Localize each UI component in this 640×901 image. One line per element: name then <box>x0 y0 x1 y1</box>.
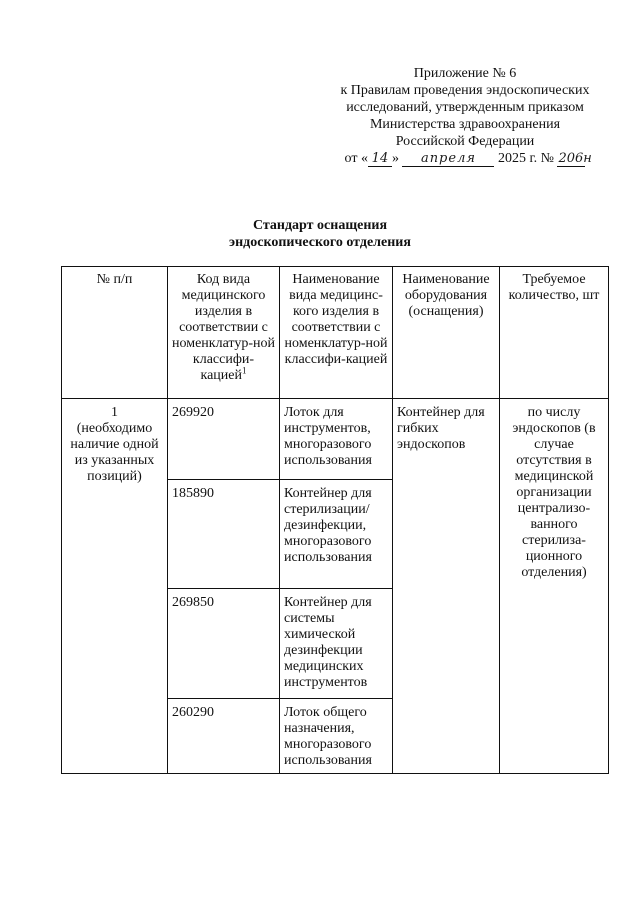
equipment-cell: Контейнер для гибких эндоскопов <box>393 399 500 774</box>
table-row <box>62 399 609 480</box>
kind-cell: Контейнер для системы химической дезинфекции медицинских инструментов <box>280 589 393 699</box>
header-equipment: Наименование оборудования (оснащения) <box>393 267 500 399</box>
handwritten-order-number: 206н <box>558 151 592 166</box>
title-line-1: Стандарт оснащения <box>252 218 388 233</box>
appendix-block <box>300 65 630 167</box>
order-year: 2025 г. № <box>497 151 554 166</box>
appendix-rules-line: к Правилам проведения эндоскопических <box>340 83 590 98</box>
document-title <box>0 217 640 251</box>
footnote-marker: 1 <box>242 365 247 376</box>
kind-cell: Контейнер для стерилизации/ дезинфекции, многоразового использования <box>280 480 393 589</box>
title-line-2: эндоскопического отделения <box>229 235 411 250</box>
code-cell: 260290 <box>168 699 280 774</box>
kind-cell: Лоток для инструментов, многоразового использования <box>280 399 393 480</box>
header-kind: Наименование вида медицинс-кого изделия в соответствии с номенклатур-ной классифи-кацией <box>280 267 393 399</box>
appendix-number: Приложение № 6 <box>413 66 517 81</box>
header-num: № п/п <box>62 267 168 399</box>
group-num-cell <box>62 399 168 774</box>
handwritten-month: апреля <box>402 151 494 167</box>
header-code <box>168 267 280 399</box>
kind-cell: Лоток общего назначения, многоразового использования <box>280 699 393 774</box>
order-prefix: от « <box>344 151 368 166</box>
header-quantity: Требуемое количество, шт <box>500 267 609 399</box>
group-num: 1 <box>111 405 118 420</box>
code-cell: 185890 <box>168 480 280 589</box>
table-header-row <box>62 267 609 399</box>
code-cell: 269920 <box>168 399 280 480</box>
order-mid: » <box>391 151 399 166</box>
quantity-cell: по числу эндоскопов (в случае отсутствия в медицинской организации централизо-ванного стерилиза-ционного отделения) <box>500 399 609 774</box>
appendix-ministry-line: Министерства здравоохранения <box>369 117 561 132</box>
equipment-standard-table <box>61 266 609 774</box>
code-cell: 269850 <box>168 589 280 699</box>
header-code-text: Код вида медицинского изделия в соответствии с номенклатур-ной классифи-кацией <box>171 272 275 383</box>
appendix-country-line: Российской Федерации <box>395 134 535 149</box>
order-date-line <box>300 150 630 167</box>
appendix-approved-line: исследований, утвержденным приказом <box>346 100 584 115</box>
group-num-note: (необходимо наличие одной из указанных позиций) <box>70 421 159 484</box>
handwritten-day: 14 <box>368 151 392 167</box>
